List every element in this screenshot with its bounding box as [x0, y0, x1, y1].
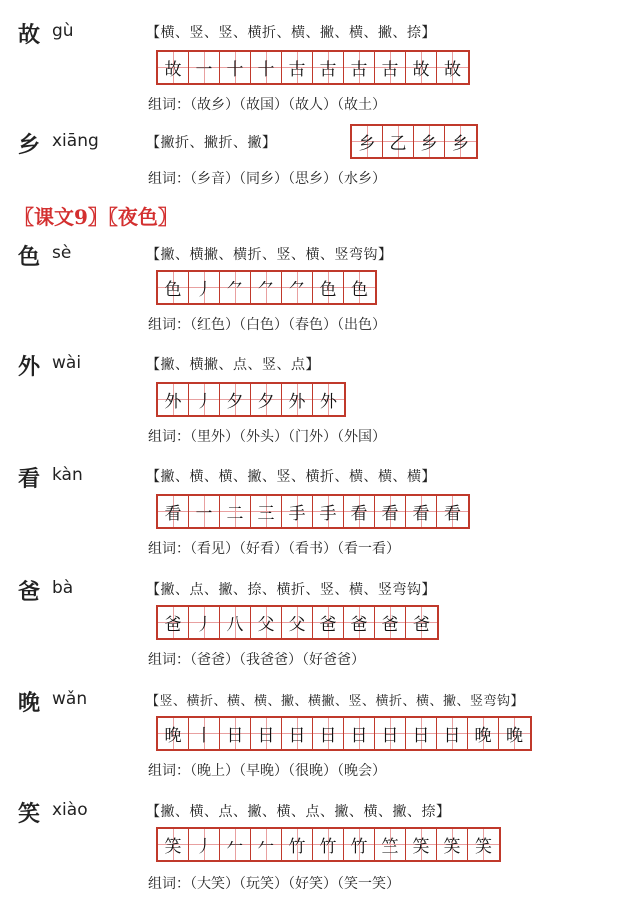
stroke-step-cell: 竹: [344, 829, 375, 860]
stroke-order-text: 【横、竖、竖、横折、横、撇、横、撇、捺】: [146, 25, 436, 41]
stroke-step-cell: 乡: [352, 126, 383, 157]
stroke-step-cell: 笑: [437, 829, 468, 860]
character: 色: [18, 244, 41, 270]
stroke-step-cell: 手: [313, 496, 344, 527]
stroke-order-grid: [350, 124, 478, 159]
stroke-order-grid: [156, 270, 377, 305]
stroke-step-cell: 日: [406, 718, 437, 749]
stroke-order-text: 【撇、横、横、撇、竖、横折、横、横、横】: [146, 469, 436, 485]
stroke-step-cell: 故: [406, 52, 437, 83]
pinyin: wài: [52, 353, 82, 373]
stroke-step-cell: 古: [344, 52, 375, 83]
stroke-step-cell: 爸: [406, 607, 437, 638]
stroke-step-cell: ⺈: [251, 272, 282, 303]
stroke-step-cell: 爸: [375, 607, 406, 638]
character: 晚: [18, 690, 41, 716]
stroke-order-grid: [156, 716, 532, 751]
stroke-step-cell: 𠂉: [220, 829, 251, 860]
pinyin: xiāng: [52, 131, 99, 151]
word-examples: 组词：（乡音）（同乡）（思乡）（水乡）: [148, 171, 386, 187]
stroke-step-cell: 色: [313, 272, 344, 303]
lesson-heading: [14, 201, 178, 230]
stroke-step-cell: 日: [313, 718, 344, 749]
stroke-step-cell: 十: [220, 52, 251, 83]
character: 看: [18, 466, 41, 492]
stroke-step-cell: 夕: [220, 384, 251, 415]
stroke-step-cell: 日: [282, 718, 313, 749]
stroke-step-cell: 晚: [499, 718, 530, 749]
stroke-step-cell: 丨: [189, 718, 220, 749]
stroke-step-cell: 丿: [189, 384, 220, 415]
stroke-step-cell: 晚: [158, 718, 189, 749]
word-examples: 组词：（爸爸）（我爸爸）（好爸爸）: [148, 652, 365, 668]
stroke-step-cell: 古: [375, 52, 406, 83]
stroke-step-cell: 晚: [468, 718, 499, 749]
stroke-step-cell: 爸: [344, 607, 375, 638]
stroke-step-cell: 二: [220, 496, 251, 527]
stroke-step-cell: ⺈: [220, 272, 251, 303]
stroke-step-cell: 笑: [406, 829, 437, 860]
pinyin: gù: [52, 21, 74, 41]
stroke-order-text: 【竖、横折、横、横、撇、横撇、竖、横折、横、撇、竖弯钩】: [146, 694, 525, 709]
word-examples: 组词：（晚上）（早晚）（很晚）（晚会）: [148, 763, 386, 779]
stroke-step-cell: 三: [251, 496, 282, 527]
pinyin: wǎn: [52, 689, 88, 709]
stroke-order-text: 【撇、横、点、撇、横、点、撇、横、撇、捺】: [146, 804, 451, 820]
lesson-number: 〖课文9〗: [14, 205, 108, 229]
stroke-step-cell: 看: [375, 496, 406, 527]
character: 笑: [18, 801, 41, 827]
stroke-step-cell: 故: [437, 52, 468, 83]
stroke-step-cell: 一: [189, 52, 220, 83]
stroke-step-cell: 色: [158, 272, 189, 303]
stroke-step-cell: 乡: [414, 126, 445, 157]
stroke-step-cell: 外: [158, 384, 189, 415]
stroke-order-grid: [156, 494, 470, 529]
stroke-step-cell: 日: [220, 718, 251, 749]
character: 乡: [18, 132, 41, 158]
stroke-order-grid: [156, 382, 346, 417]
stroke-step-cell: 日: [344, 718, 375, 749]
character: 爸: [18, 579, 41, 605]
stroke-order-grid: [156, 605, 439, 640]
stroke-step-cell: 外: [282, 384, 313, 415]
pinyin: kàn: [52, 465, 83, 485]
stroke-step-cell: 手: [282, 496, 313, 527]
stroke-order-text: 【撇、横撇、横折、竖、横、竖弯钩】: [146, 247, 393, 263]
word-examples: 组词：（故乡）（故国）（故人）（故土）: [148, 97, 386, 113]
stroke-step-cell: 看: [158, 496, 189, 527]
stroke-step-cell: 乙: [383, 126, 414, 157]
character: 故: [18, 22, 41, 48]
pinyin: xiào: [52, 800, 88, 820]
stroke-order-grid: [156, 50, 470, 85]
stroke-step-cell: 爸: [313, 607, 344, 638]
word-examples: 组词：（里外）（外头）（门外）（外国）: [148, 429, 386, 445]
lesson-title: 〖夜色〗: [107, 205, 178, 229]
stroke-step-cell: 八: [220, 607, 251, 638]
stroke-order-text: 【撇、点、撇、捺、横折、竖、横、竖弯钩】: [146, 582, 436, 598]
word-examples: 组词：（红色）（白色）（春色）（出色）: [148, 317, 386, 333]
stroke-step-cell: 外: [313, 384, 344, 415]
stroke-step-cell: 𠂉: [251, 829, 282, 860]
stroke-step-cell: 十: [251, 52, 282, 83]
stroke-step-cell: 看: [344, 496, 375, 527]
stroke-step-cell: 父: [251, 607, 282, 638]
word-examples: 组词：（大笑）（玩笑）（好笑）（笑一笑）: [148, 876, 400, 892]
stroke-step-cell: 笑: [468, 829, 499, 860]
stroke-step-cell: ⺈: [282, 272, 313, 303]
stroke-step-cell: 乡: [445, 126, 476, 157]
stroke-step-cell: 看: [406, 496, 437, 527]
stroke-order-grid: [156, 827, 501, 862]
stroke-step-cell: 故: [158, 52, 189, 83]
stroke-step-cell: 竺: [375, 829, 406, 860]
stroke-step-cell: 笑: [158, 829, 189, 860]
stroke-step-cell: 看: [437, 496, 468, 527]
stroke-step-cell: 古: [313, 52, 344, 83]
stroke-step-cell: 父: [282, 607, 313, 638]
stroke-order-text: 【撇、横撇、点、竖、点】: [146, 357, 320, 373]
stroke-step-cell: 夕: [251, 384, 282, 415]
stroke-step-cell: 丿: [189, 829, 220, 860]
pinyin: bà: [52, 578, 74, 598]
character: 外: [18, 354, 41, 380]
stroke-step-cell: 日: [251, 718, 282, 749]
stroke-step-cell: 日: [437, 718, 468, 749]
stroke-step-cell: 日: [375, 718, 406, 749]
stroke-order-text: 【撇折、撇折、撇】: [146, 135, 277, 151]
word-examples: 组词：（看见）（好看）（看书）（看一看）: [148, 541, 400, 557]
stroke-step-cell: 丿: [189, 272, 220, 303]
stroke-step-cell: 古: [282, 52, 313, 83]
stroke-step-cell: 竹: [282, 829, 313, 860]
stroke-step-cell: 竹: [313, 829, 344, 860]
pinyin: sè: [52, 243, 72, 263]
stroke-step-cell: 丿: [189, 607, 220, 638]
stroke-step-cell: 色: [344, 272, 375, 303]
stroke-step-cell: 爸: [158, 607, 189, 638]
stroke-step-cell: 一: [189, 496, 220, 527]
